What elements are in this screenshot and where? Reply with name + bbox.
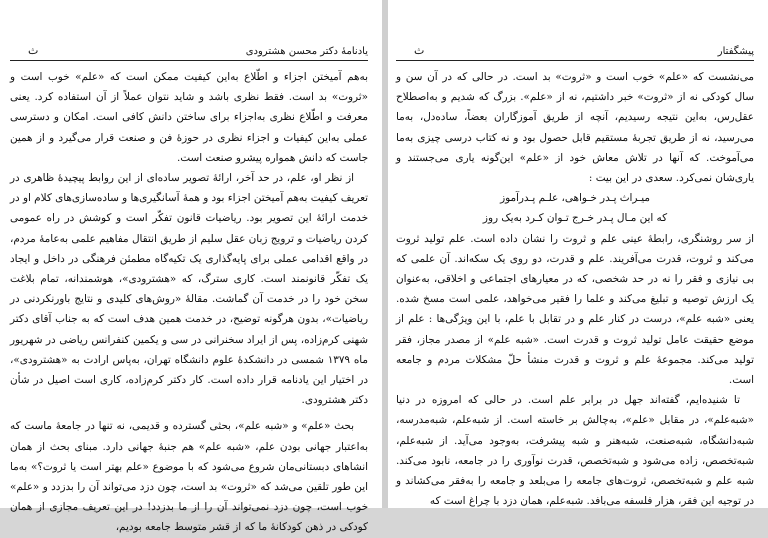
right-page-body <box>396 67 754 511</box>
page-number: ث <box>28 44 39 57</box>
right-page-header <box>396 34 754 61</box>
paragraph: تا شنيده‌ايم، گفته‌اند جهل در برابر علم است. در حالی که امروزه در دنيا «شبه‌علم»، در مقابل «علم»، به‌چالش بر خاسته است. از شبه‌علم، شبه‌مدرسه، شبه‌دانشگاه، شبه‌صنعت، شبه‌هنر و شبه پيشرفت، به‌وجود می‌آيد. از شبه‌علم، شبه‌تخصص، زاده می‌شود و شبه‌تخصص، قدرت نوآوری را در جامعه، نابود می‌کند. شبه علم و شبه‌تخصص، ثروت‌های جامعه را می‌بلعد و جامعه را به‌فقر می‌کشاند و در توجيه اين فقر، هزار فلسفه می‌بافد. شبه‌علم، همان دزد با چراغ است که <box>396 394 754 508</box>
running-title: پيشگفتار <box>717 46 754 57</box>
paragraph: از نظر او، علم، در حد آخر، ارائهٔ تصوير ساده‌ای از اين روابط پيچيدهٔ ظاهری در تعريف کيفيت به‌هم آميختن اجزاء بود و همهٔ آسانگيری‌ها و ساده‌سازی‌های کلام او در خدمت ارائهٔ اين تصوير بود. رياضيات قانون تفکّر است و کوشش در راه عمومی کردن رياضيات و ترويج زبان عقل سليم از طريق انتقال مفاهيم علمی به‌عامهٔ مردم، در واقع اقدامی عملی برای پايه‌گذاری يک تکيه‌گاه مطمئن فرهنگی در داخل و ايجاد يک تفکّر قانونمند است. کاری سترگ، که «هشترودی»، هوشمندانه، تمام بلاغت سخن خود را در خدمت آن گماشت. مقالهٔ «روش‌های کليدی و نتايج باورنکردنی در رياضيات»، بدون هرگونه توضيح، در خدمت همين هدف است که به جناب آقای دکتر شهنی کرم‌زاده، پس از ايراد سخنرانی در سی و يکمين کنفرانس رياضی در شهريور ماه ۱۳۷۹ شمسی در دانشکدهٔ علوم دانشگاه تهران، به‌پاس ارادت به «هشترودی»، در اختيار اين يادنامه قرار داده است. کار دکتر کرم‌زاده، کاری است اصيل در شأن دکتر هشترودی. <box>10 172 368 407</box>
page-number: ث <box>414 44 425 57</box>
left-page <box>0 0 382 534</box>
right-page <box>388 0 768 508</box>
left-page-body <box>10 67 368 538</box>
paragraph: بحث «علم» و «شبه علم»، بحثی گسترده و قديمی، نه تنها در جامعهٔ ماست که به‌اعتبار جهانی بودن علم، «شبه علم» هم جنبهٔ جهانی دارد. مبنای بحث از همان انشاهای دبستانی‌مان شروع می‌شود که با موضوع «علم بهتر است يا ثروت؟» به‌ما اين طور تلقين می‌شد که «ثروت» بد است، چون دزد می‌تواند آن را بدزدد و «علم» خوب است، چون دزد نمی‌تواند آن را از ما بدزدد! در اين تعريف مجازی از همان کودکی در ذهن کودکانهٔ ما که از قشر متوسط جامعه بوديم، <box>10 420 368 534</box>
left-page-header <box>10 34 368 61</box>
verse-line: که اين مـال پـدر خـرج تـوان کـرد به‌يک روز <box>482 212 668 225</box>
paragraph: از سر روشنگری، رابطهٔ عينی علم و ثروت را نشان داده است. علم توليد ثروت می‌کند و ثروت، قدرت می‌آفريند. علم و قدرت، دو روی يک سکه‌اند. آن علمی که بی نيازی و فقر را نه در حد شخصی، که در معيارهای اجتماعی و اخلاقی، به‌عنوان يک ارزش توصيه و تبليغ می‌کند و علما را فقير می‌خواهد، علمی است مسخ شده. يعنی «شبه علم»، درست در کنار علم و در تقابل با علم، با اين ويژگی‌ها : علم از موضع حقيقت عامل توليد ثروت و قدرت است. «شبه علم» از مصدر مجاز، فقر توليد می‌کند. مجموعهٔ علم و ثروت و قدرت منشأ حلّ مشکلات مردم و جامعه است. <box>396 232 754 387</box>
running-title: يادنامهٔ دکتر محسن هشترودی <box>245 46 368 57</box>
verse-line: ميـراث پـدر خـواهی، علـم پـدرآموز <box>500 192 650 205</box>
paragraph: می‌نشست که «علم» خوب است و «ثروت» بد است. در حالی که در آن سن و سال کودکی نه از «ثروت» خبر داشتيم، نه از «علم». بزرگ که شديم و به‌اصطلاح عقل‌رس، به‌اين نتيجه رسيديم، آنچه از طريق آموزگاران بعضاً، ساده‌دل، به‌ما می‌رسيد، نه از طريق تجربهٔ مستقيم قابل حصول بود و نه کتاب درسی چيزی به‌ما می‌آموخت. که آنها در تلاش معاش خود از «علم» اين‌گونه ياری می‌جستند و ياری‌شان نمی‌کرد. سعدی در اين بيت : <box>396 71 754 185</box>
paragraph: به‌هم آميختن اجزاء و اطّلاع به‌اين کيفيت ممکن است که «علم» خوب است و «ثروت» بد است. فقط نظری باشد و شايد نتوان عملاً از آن استفاده کرد. يعنی معرفت و اطّلاع نظری به‌اجزاء برای ساختن دانش کافی است. امکان و دسترسی عملی به‌اين کيفيات و اجزاء نظری در حوزهٔ فن و صنعت قرار می‌گيرد و از همين جاست که دانش همواره پيشرو صنعت است. <box>10 71 368 164</box>
